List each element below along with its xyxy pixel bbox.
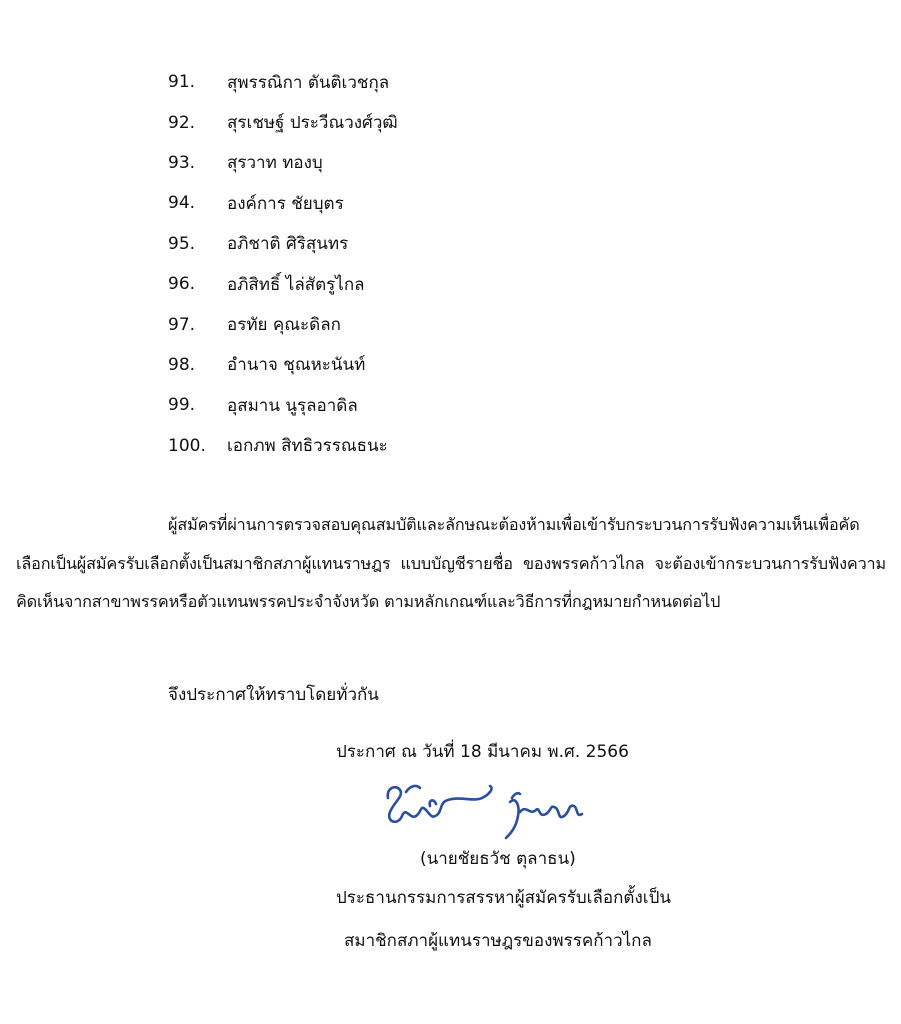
item-number: 94.: [168, 193, 196, 214]
list-item: [168, 183, 398, 223]
list-item: [168, 62, 398, 102]
signer-title: ประธานกรรมการสรรหาผู้สมัครรับเลือกตั้งเป็น: [336, 888, 671, 908]
list-item: [168, 426, 398, 466]
item-number: 100.: [168, 435, 206, 456]
list-item: [168, 385, 398, 425]
list-item: [168, 264, 398, 304]
item-number: 95.: [168, 233, 196, 254]
signature-image: [370, 776, 600, 848]
item-number: 91.: [168, 72, 196, 93]
list-item: [168, 224, 398, 264]
list-item: [168, 304, 398, 344]
candidate-list: [168, 62, 398, 466]
signer-name: (นายชัยธวัช ตุลาธน): [420, 849, 576, 869]
body-paragraph: ผู้สมัครที่ผ่านการตรวจสอบคุณสมบัติและลักษณะต้องห้ามเพื่อเข้ารับกระบวนการรับฟังความเห็นเพื่อคัดเลือกเป็นผู้สมัครรับเลือกตั้งเป็นสมาชิกสภาผู้แทนราษฎร แบบบัญชีรายชื่อ ของพรรคก้าวไกล จะต้องเข้ากระบวนการรับฟังความคิดเห็นจากสาขาพรรคหรือตัวแทนพรรคประจำจังหวัด ตามหลักเกณฑ์และวิธีการที่กฎหมายกำหนดต่อไป: [16, 515, 886, 612]
item-number: 99.: [168, 395, 196, 416]
item-number: 98.: [168, 354, 196, 375]
candidate-name: อภิสิทธิ์ ไล่สัตรูไกล: [227, 274, 365, 295]
candidate-name: อุสมาน นูรุลอาดิล: [227, 395, 358, 416]
candidate-name: องค์การ ชัยบุตร: [227, 193, 344, 214]
date-line: ประกาศ ณ วันที่ 18 มีนาคม พ.ศ. 2566: [336, 742, 629, 762]
candidate-name: อภิชาติ ศิริสุนทร: [227, 234, 349, 255]
candidate-name: อรทัย คุณะดิลก: [227, 315, 341, 336]
signer-title-continued: สมาชิกสภาผู้แทนราษฎรของพรรคก้าวไกล: [344, 931, 652, 951]
candidate-name: สุรวาท ทองบุ: [227, 153, 323, 174]
item-number: 96.: [168, 274, 196, 295]
list-item: [168, 102, 398, 142]
announcement-line: จึงประกาศให้ทราบโดยทั่วกัน: [168, 685, 379, 705]
item-number: 92.: [168, 112, 196, 133]
list-item: [168, 345, 398, 385]
candidate-name: เอกภพ สิทธิวรรณธนะ: [227, 436, 388, 457]
candidate-name: สุพรรณิกา ตันติเวชกุล: [227, 72, 390, 93]
candidate-name: อำนาจ ชุณหะนันท์: [227, 355, 366, 376]
candidate-name: สุรเชษฐ์ ประวีณวงศ์วุฒิ: [227, 113, 398, 134]
item-number: 97.: [168, 314, 196, 335]
item-number: 93.: [168, 152, 196, 173]
list-item: [168, 143, 398, 183]
